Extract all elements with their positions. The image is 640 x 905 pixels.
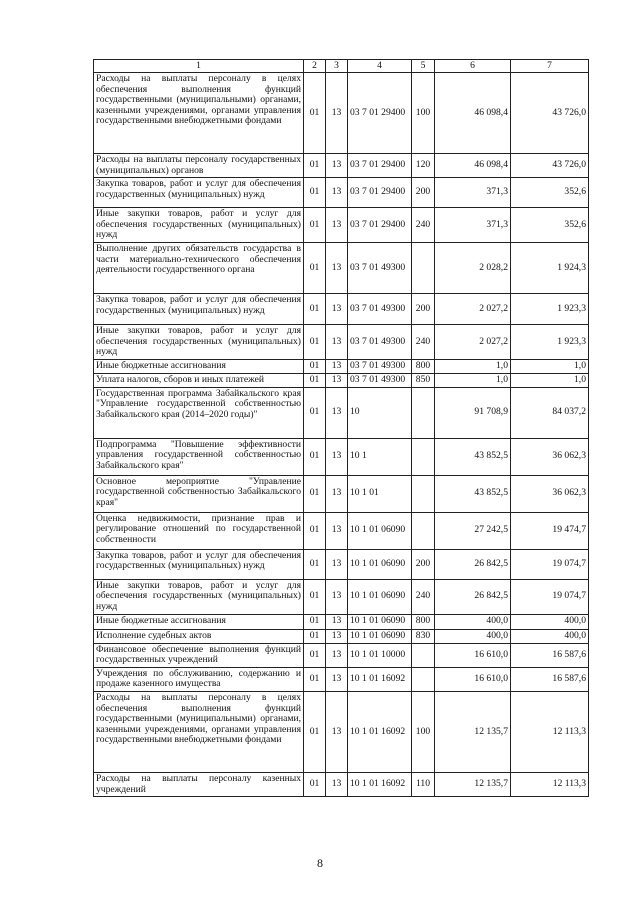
cell-amount-1: 16 610,0 xyxy=(435,667,511,691)
cell-expense-type: 200 xyxy=(412,293,435,324)
cell-expense-type: 110 xyxy=(412,772,435,796)
cell-section: 01 xyxy=(304,387,326,438)
cell-amount-2: 43 726,0 xyxy=(511,73,589,154)
cell-section: 01 xyxy=(304,178,326,208)
cell-name: Оценка недвижимости, признание прав и регулирование отношений по государственной собственности xyxy=(94,512,304,549)
cell-amount-2: 16 587,6 xyxy=(511,667,589,691)
cell-subsection: 13 xyxy=(326,293,348,324)
cell-name: Закупка товаров, работ и услуг для обеспечения государственных (муниципальных) нужд xyxy=(94,549,304,579)
cell-amount-2: 19 074,7 xyxy=(511,549,589,579)
cell-amount-1: 43 852,5 xyxy=(435,438,511,475)
cell-expense-type: 120 xyxy=(412,154,435,178)
cell-expense-type xyxy=(412,387,435,438)
cell-target-code: 03 7 01 49300 xyxy=(348,324,412,359)
cell-amount-2: 1 924,3 xyxy=(511,242,589,293)
cell-amount-1: 43 852,5 xyxy=(435,475,511,512)
table-row xyxy=(94,475,589,512)
cell-name: Подпрограмма "Повышение эффективности управления государственной собственностью Забайкальского края" xyxy=(94,438,304,475)
table-row xyxy=(94,373,589,387)
cell-target-code: 03 7 01 49300 xyxy=(348,293,412,324)
cell-amount-1: 2 027,2 xyxy=(435,324,511,359)
cell-subsection: 13 xyxy=(326,629,348,643)
table-row xyxy=(94,324,589,359)
cell-amount-1: 26 842,5 xyxy=(435,549,511,579)
cell-expense-type: 240 xyxy=(412,579,435,614)
cell-amount-2: 16 587,6 xyxy=(511,643,589,667)
cell-expense-type: 200 xyxy=(412,178,435,208)
cell-subsection: 13 xyxy=(326,242,348,293)
cell-target-code: 10 xyxy=(348,387,412,438)
column-header: 6 xyxy=(435,60,511,73)
cell-name: Расходы на выплаты персоналу казенных учреждений xyxy=(94,772,304,796)
cell-expense-type: 240 xyxy=(412,324,435,359)
cell-name: Иные бюджетные ассигнования xyxy=(94,359,304,373)
cell-section: 01 xyxy=(304,293,326,324)
cell-expense-type xyxy=(412,475,435,512)
table-row xyxy=(94,242,589,293)
cell-amount-2: 19 074,7 xyxy=(511,579,589,614)
cell-name: Иные закупки товаров, работ и услуг для обеспечения государственных (муниципальных) нужд xyxy=(94,208,304,243)
cell-section: 01 xyxy=(304,512,326,549)
cell-subsection: 13 xyxy=(326,208,348,243)
cell-section: 01 xyxy=(304,373,326,387)
column-header: 3 xyxy=(326,60,348,73)
cell-amount-1: 1,0 xyxy=(435,359,511,373)
cell-expense-type: 240 xyxy=(412,208,435,243)
cell-subsection: 13 xyxy=(326,178,348,208)
cell-section: 01 xyxy=(304,242,326,293)
cell-amount-1: 91 708,9 xyxy=(435,387,511,438)
cell-name: Учреждения по обслуживанию, содержанию и продаже казенного имущества xyxy=(94,667,304,691)
cell-amount-2: 36 062,3 xyxy=(511,438,589,475)
cell-expense-type: 100 xyxy=(412,691,435,772)
cell-section: 01 xyxy=(304,438,326,475)
cell-name: Выполнение других обязательств государства в части материально-технического обеспечения деятельности государственного органа xyxy=(94,242,304,293)
cell-section: 01 xyxy=(304,643,326,667)
cell-amount-2: 1,0 xyxy=(511,373,589,387)
column-header: 2 xyxy=(304,60,326,73)
cell-target-code: 10 1 01 16092 xyxy=(348,667,412,691)
cell-amount-2: 1 923,3 xyxy=(511,293,589,324)
cell-amount-1: 27 242,5 xyxy=(435,512,511,549)
cell-amount-2: 19 474,7 xyxy=(511,512,589,549)
cell-amount-1: 12 135,7 xyxy=(435,691,511,772)
cell-amount-2: 400,0 xyxy=(511,614,589,629)
table-row xyxy=(94,691,589,772)
cell-section: 01 xyxy=(304,579,326,614)
cell-target-code: 10 1 01 06090 xyxy=(348,512,412,549)
cell-section: 01 xyxy=(304,667,326,691)
cell-target-code: 10 1 01 16092 xyxy=(348,772,412,796)
cell-amount-2: 36 062,3 xyxy=(511,475,589,512)
cell-name: Финансовое обеспечение выполнения функций государственных учреждений xyxy=(94,643,304,667)
cell-name: Иные закупки товаров, работ и услуг для обеспечения государственных (муниципальных) нужд xyxy=(94,579,304,614)
cell-section: 01 xyxy=(304,614,326,629)
cell-section: 01 xyxy=(304,359,326,373)
cell-subsection: 13 xyxy=(326,387,348,438)
cell-section: 01 xyxy=(304,549,326,579)
cell-section: 01 xyxy=(304,629,326,643)
cell-target-code: 03 7 01 29400 xyxy=(348,208,412,243)
cell-amount-1: 400,0 xyxy=(435,629,511,643)
cell-target-code: 10 1 xyxy=(348,438,412,475)
cell-target-code: 03 7 01 49300 xyxy=(348,242,412,293)
cell-amount-1: 400,0 xyxy=(435,614,511,629)
table-row xyxy=(94,629,589,643)
cell-expense-type: 200 xyxy=(412,549,435,579)
cell-expense-type: 800 xyxy=(412,614,435,629)
cell-section: 01 xyxy=(304,324,326,359)
table-row xyxy=(94,667,589,691)
cell-subsection: 13 xyxy=(326,643,348,667)
table-row xyxy=(94,438,589,475)
cell-target-code: 03 7 01 29400 xyxy=(348,178,412,208)
cell-section: 01 xyxy=(304,772,326,796)
cell-subsection: 13 xyxy=(326,475,348,512)
cell-subsection: 13 xyxy=(326,772,348,796)
table-row xyxy=(94,772,589,796)
budget-table xyxy=(93,59,589,797)
cell-subsection: 13 xyxy=(326,373,348,387)
table-row xyxy=(94,359,589,373)
cell-amount-2: 84 037,2 xyxy=(511,387,589,438)
cell-amount-1: 12 135,7 xyxy=(435,772,511,796)
cell-amount-1: 2 028,2 xyxy=(435,242,511,293)
cell-expense-type: 830 xyxy=(412,629,435,643)
cell-target-code: 03 7 01 29400 xyxy=(348,73,412,154)
cell-expense-type xyxy=(412,667,435,691)
cell-name: Исполнение судебных актов xyxy=(94,629,304,643)
column-header: 4 xyxy=(348,60,412,73)
cell-subsection: 13 xyxy=(326,614,348,629)
cell-section: 01 xyxy=(304,154,326,178)
column-header: 1 xyxy=(94,60,304,73)
cell-name: Закупка товаров, работ и услуг для обеспечения государственных (муниципальных) нужд xyxy=(94,293,304,324)
cell-name: Расходы на выплаты персоналу в целях обеспечения выполнения функций государственными (муниципальными) органами, казенными учреждениями, органами управления государственными внебюджетными фондами xyxy=(94,73,304,154)
cell-amount-2: 43 726,0 xyxy=(511,154,589,178)
cell-expense-type xyxy=(412,438,435,475)
cell-section: 01 xyxy=(304,691,326,772)
cell-amount-1: 46 098,4 xyxy=(435,73,511,154)
cell-amount-2: 12 113,3 xyxy=(511,772,589,796)
table-row xyxy=(94,387,589,438)
cell-expense-type: 100 xyxy=(412,73,435,154)
cell-amount-1: 46 098,4 xyxy=(435,154,511,178)
cell-expense-type xyxy=(412,242,435,293)
table-row xyxy=(94,208,589,243)
cell-subsection: 13 xyxy=(326,359,348,373)
page-number: 8 xyxy=(317,856,323,870)
cell-name: Расходы на выплаты персоналу в целях обеспечения выполнения функций государственными (муниципальными) органами, казенными учреждениями, органами управления государственными внебюджетными фондами xyxy=(94,691,304,772)
table-row xyxy=(94,154,589,178)
column-header: 5 xyxy=(412,60,435,73)
table-row xyxy=(94,579,589,614)
cell-section: 01 xyxy=(304,475,326,512)
cell-name: Закупка товаров, работ и услуг для обеспечения государственных (муниципальных) нужд xyxy=(94,178,304,208)
cell-amount-2: 12 113,3 xyxy=(511,691,589,772)
cell-subsection: 13 xyxy=(326,324,348,359)
cell-target-code: 10 1 01 10000 xyxy=(348,643,412,667)
cell-name: Основное мероприятие "Управление государственной собственностью Забайкальского края" xyxy=(94,475,304,512)
column-header: 7 xyxy=(511,60,589,73)
cell-subsection: 13 xyxy=(326,579,348,614)
cell-amount-1: 371,3 xyxy=(435,208,511,243)
table-row xyxy=(94,512,589,549)
cell-subsection: 13 xyxy=(326,73,348,154)
cell-amount-2: 400,0 xyxy=(511,629,589,643)
cell-expense-type xyxy=(412,512,435,549)
cell-subsection: 13 xyxy=(326,154,348,178)
cell-subsection: 13 xyxy=(326,549,348,579)
table-row xyxy=(94,178,589,208)
cell-amount-1: 1,0 xyxy=(435,373,511,387)
cell-name: Государственная программа Забайкальского края "Управление государственной собственностью Забайкальского края (2014–2020 годы)" xyxy=(94,387,304,438)
cell-target-code: 10 1 01 xyxy=(348,475,412,512)
cell-target-code: 10 1 01 06090 xyxy=(348,629,412,643)
cell-section: 01 xyxy=(304,73,326,154)
cell-amount-2: 1 923,3 xyxy=(511,324,589,359)
cell-amount-2: 352,6 xyxy=(511,208,589,243)
cell-name: Расходы на выплаты персоналу государственных (муниципальных) органов xyxy=(94,154,304,178)
cell-subsection: 13 xyxy=(326,438,348,475)
cell-expense-type xyxy=(412,643,435,667)
cell-target-code: 03 7 01 29400 xyxy=(348,154,412,178)
cell-target-code: 03 7 01 49300 xyxy=(348,373,412,387)
cell-name: Иные закупки товаров, работ и услуг для обеспечения государственных (муниципальных) нужд xyxy=(94,324,304,359)
cell-target-code: 10 1 01 16092 xyxy=(348,691,412,772)
cell-subsection: 13 xyxy=(326,667,348,691)
table-row xyxy=(94,73,589,154)
cell-subsection: 13 xyxy=(326,691,348,772)
cell-amount-2: 352,6 xyxy=(511,178,589,208)
cell-amount-2: 1,0 xyxy=(511,359,589,373)
cell-amount-1: 16 610,0 xyxy=(435,643,511,667)
table-row xyxy=(94,643,589,667)
cell-amount-1: 2 027,2 xyxy=(435,293,511,324)
table-row xyxy=(94,293,589,324)
table-header-row xyxy=(94,60,589,73)
cell-target-code: 03 7 01 49300 xyxy=(348,359,412,373)
cell-target-code: 10 1 01 06090 xyxy=(348,549,412,579)
cell-target-code: 10 1 01 06090 xyxy=(348,579,412,614)
table-row xyxy=(94,549,589,579)
cell-amount-1: 371,3 xyxy=(435,178,511,208)
cell-expense-type: 800 xyxy=(412,359,435,373)
cell-name: Уплата налогов, сборов и иных платежей xyxy=(94,373,304,387)
cell-section: 01 xyxy=(304,208,326,243)
cell-amount-1: 26 842,5 xyxy=(435,579,511,614)
cell-subsection: 13 xyxy=(326,512,348,549)
cell-name: Иные бюджетные ассигнования xyxy=(94,614,304,629)
cell-target-code: 10 1 01 06090 xyxy=(348,614,412,629)
table-row xyxy=(94,614,589,629)
cell-expense-type: 850 xyxy=(412,373,435,387)
